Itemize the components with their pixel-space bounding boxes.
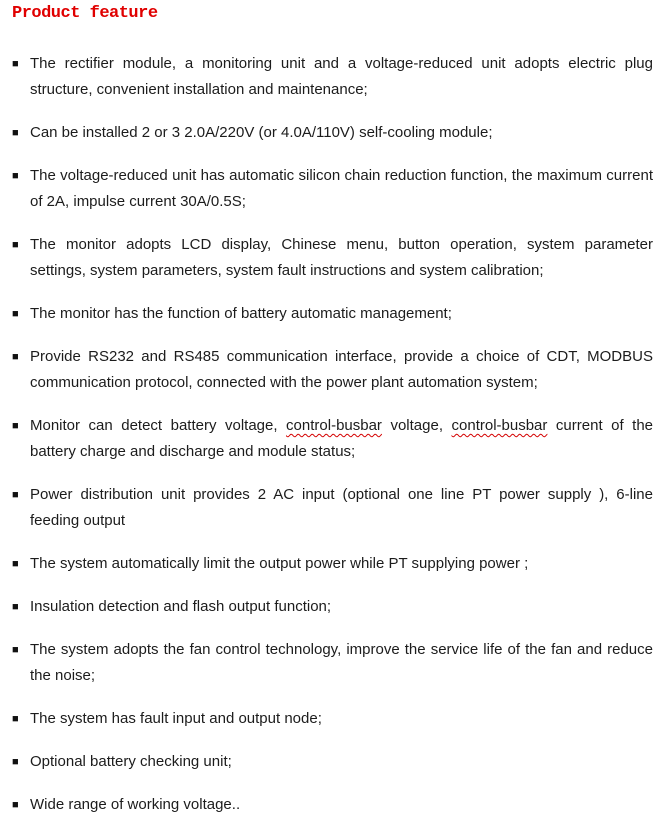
list-item-text: The system automatically limit the output power while PT supplying power ; [30, 555, 529, 572]
list-item [12, 706, 653, 732]
spellchecked-word: control-busbar [451, 417, 548, 434]
square-bullet-icon: ■ [12, 799, 19, 811]
list-item-text [30, 413, 653, 465]
list-item [12, 792, 653, 818]
spellchecked-word: control-busbar [286, 417, 382, 434]
square-bullet-icon: ■ [12, 170, 19, 182]
list-item-text-segment: voltage, [381, 417, 452, 434]
list-item-text: The rectifier module, a monitoring unit and a voltage-reduced unit adopts electric plug structure, convenient installation and maintenance; [30, 55, 653, 98]
list-item [12, 163, 653, 215]
list-item [12, 344, 653, 396]
list-item [12, 749, 653, 775]
list-item-text-segment: Monitor can detect battery voltage, [30, 417, 287, 434]
list-item [12, 482, 653, 534]
square-bullet-icon: ■ [12, 644, 19, 656]
list-item [12, 301, 653, 327]
list-item-text: Insulation detection and flash output function; [30, 598, 332, 615]
list-item-text: The system adopts the fan control technology, improve the service life of the fan and reduce the noise; [30, 641, 653, 684]
list-item [12, 413, 653, 465]
list-item-text: Optional battery checking unit; [30, 753, 232, 770]
square-bullet-icon: ■ [12, 308, 19, 320]
list-item [12, 594, 653, 620]
list-item [12, 120, 653, 146]
square-bullet-icon: ■ [12, 558, 19, 570]
list-item-text: Power distribution unit provides 2 AC input (optional one line PT power supply ), 6-line feeding output [30, 486, 653, 529]
list-item [12, 551, 653, 577]
square-bullet-icon: ■ [12, 713, 19, 725]
list-item-text: The system has fault input and output node; [30, 710, 322, 727]
list-item-text: The monitor has the function of battery automatic management; [30, 305, 452, 322]
list-item-text: Wide range of working voltage.. [30, 796, 241, 813]
list-item-text-segment: current of the battery charge and discharge and module status; [30, 417, 654, 460]
square-bullet-icon: ■ [12, 127, 19, 139]
list-item-text: The monitor adopts LCD display, Chinese menu, button operation, system parameter settings, system parameters, system fault instructions and system calibration; [30, 236, 653, 279]
list-item [12, 637, 653, 689]
square-bullet-icon: ■ [12, 58, 19, 70]
list-item-text: The voltage-reduced unit has automatic silicon chain reduction function, the maximum current of 2A, impulse current 30A/0.5S; [30, 167, 653, 210]
list-item-text: Can be installed 2 or 3 2.0A/220V (or 4.0A/110V) self-cooling module; [30, 124, 493, 141]
square-bullet-icon: ■ [12, 601, 19, 613]
square-bullet-icon: ■ [12, 489, 19, 501]
list-item [12, 232, 653, 284]
square-bullet-icon: ■ [12, 420, 19, 432]
page-title: Product feature [12, 4, 158, 23]
list-item [12, 51, 653, 103]
square-bullet-icon: ■ [12, 239, 19, 251]
square-bullet-icon: ■ [12, 351, 19, 363]
square-bullet-icon: ■ [12, 756, 19, 768]
list-item-text: Provide RS232 and RS485 communication interface, provide a choice of CDT, MODBUS communication protocol, connected with the power plant automation system; [30, 348, 653, 391]
